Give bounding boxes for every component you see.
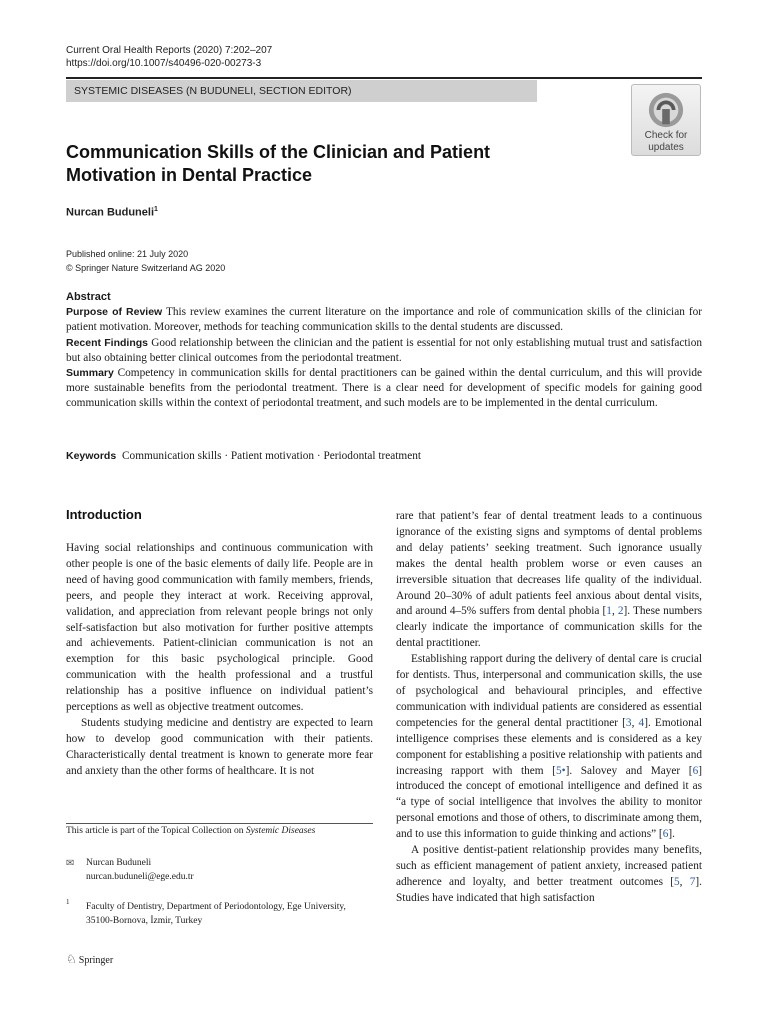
- citation-link[interactable]: 5: [674, 875, 680, 888]
- abstract-purpose: [66, 305, 702, 335]
- abstract-text: Competency in communication skills for dental practitioners can be gained within the dental curriculum, and this will provide more sustainable benefits from the periodontal treatment. There is a clear need for development of specific models for gaining good communication skills within the context of periodontal treatment, and such models are to be implemented in the dental curriculum.: [66, 367, 703, 410]
- text-run: ]. Studies have indicated that high satisfaction: [396, 875, 702, 904]
- title-line: Motivation in Dental Practice: [66, 165, 313, 185]
- corresponding-author: [86, 856, 194, 884]
- collection-name[interactable]: Systemic Diseases: [245, 826, 316, 836]
- author-text[interactable]: Nurcan Buduneli: [66, 206, 155, 219]
- title-line: Communication Skills of the Clinician and Patient: [66, 142, 491, 162]
- citation-link[interactable]: 3: [625, 716, 632, 729]
- check-for-updates-button[interactable]: [631, 84, 701, 156]
- check-updates-label: updates: [648, 142, 684, 153]
- text-run: ,: [611, 605, 618, 618]
- author-affiliation-mark: 1: [154, 206, 158, 213]
- keywords: [66, 450, 421, 462]
- paragraph: [396, 509, 702, 652]
- citation-link[interactable]: 5•: [555, 764, 566, 777]
- text-run: ]. Salovey and Mayer [: [565, 764, 693, 777]
- article-title: [66, 141, 506, 187]
- paragraph: Students studying medicine and dentistry are expected to learn how to develop good communication with their patients. Characteristically dental treatment is known to generate more fear and anxiety than the other forms of healthcare. It is not: [66, 716, 373, 777]
- text-run: ]. Emotional intelligence comprises these elements and is considered as a key component for establishing a positive relationship with patients and increasing rapport with them [: [396, 716, 702, 777]
- abstract-label: Recent Findings: [66, 336, 149, 349]
- footnote-rule: [66, 823, 373, 824]
- note-text: This article is part of the Topical Collection on: [66, 826, 246, 836]
- text-run: ].: [668, 828, 675, 841]
- text-run: ]. These numbers clearly indicate the importance of communication skills for the dental practitioner.: [396, 605, 702, 650]
- paragraph: [396, 652, 702, 843]
- contact-name: Nurcan Buduneli: [86, 858, 152, 868]
- abstract-label: Purpose of Review: [66, 306, 163, 319]
- abstract: [66, 290, 702, 412]
- citation-link[interactable]: 2: [617, 605, 624, 618]
- published-date: Published online: 21 July 2020: [66, 249, 189, 259]
- publisher-logo: [66, 952, 113, 967]
- text-run: Establishing rapport during the delivery of dental care is crucial for dentists. Thus, interpersonal and communication skills, the use of psychological and behavioural principles, and effective communication with individual patients are considered as essential competencies for the general dental practitioner [: [396, 653, 702, 729]
- copyright-notice: © Springer Nature Switzerland AG 2020: [66, 263, 226, 273]
- body-column-right: [396, 509, 702, 907]
- affiliation-number: 1: [66, 898, 70, 906]
- publisher-name: Springer: [78, 955, 114, 966]
- affiliation: [86, 900, 376, 928]
- crossmark-icon: [647, 91, 685, 129]
- citation-link[interactable]: 6: [662, 828, 669, 841]
- text-run: A positive dentist-patient relationship provides many benefits, such as efficient management of patient anxiety, increased patient adherence and loyalty, and better treatment outcomes [: [396, 844, 702, 888]
- abstract-findings: [66, 336, 702, 366]
- paragraph: Having social relationships and continuous communication with other people is one of the basic elements of daily life. People are in need of having good communication with family members, friends, peers, and people they interact at work. Receiving approval, validation, and appreciation from relevant people brings not only self-satisfaction but also motivation for further positive attempts and achievements. Patient-clinician communication is not an exemption for this basic psychological principle. Good communication with the health professional and a trustful relationship has a positive influence on individual patient’s perceptions as well as objective treatment outcomes.: [66, 542, 373, 714]
- abstract-text: Good relationship between the clinician and the patient is essential for not only establishing mutual trust and satisfaction but also obtaining better clinical outcomes from the periodontal treatment.: [66, 336, 702, 364]
- text-run: rare that patient’s fear of dental treatment leads to a continuous ignorance of the existing signs and symptoms of dental problems and delay patients’ seeking treatment. Such ignorance usually makes the dental health problem worse or even causes an irreversible situation that decreases life quality of the individual. Around 20–30% of adult patients feel anxious about dental visits, and around 4–5% suffers from dental phobia [: [396, 510, 702, 618]
- text-run: ,: [631, 716, 639, 729]
- topical-collection-note: [66, 826, 315, 836]
- doi-link[interactable]: https://doi.org/10.1007/s40496-020-00273-3: [66, 58, 262, 69]
- citation-link[interactable]: 1: [606, 605, 612, 618]
- affiliation-line: 35100-Bornova, İzmir, Turkey: [86, 916, 203, 926]
- text-run: ] introduced the concept of emotional intelligence and defined it as “a type of social intelligence that involves the ability to monitor personal emotions and those of others, to discriminate among them, and to use this information to guide thinking and actions” [: [396, 764, 702, 841]
- abstract-text: This review examines the current literature on the importance and role of communication skills of the clinician for patient motivation. Moreover, methods for teaching communication skills to the dental students are discussed.: [66, 306, 702, 334]
- springer-horse-icon: ♘: [66, 952, 77, 966]
- section-heading: Introduction: [66, 507, 142, 522]
- text-run: ,: [679, 875, 690, 888]
- section-banner: SYSTEMIC DISEASES (N BUDUNELI, SECTION EDITOR): [66, 80, 537, 102]
- envelope-icon: ✉: [66, 858, 75, 869]
- header-rule: [66, 77, 702, 79]
- publication-info: [66, 247, 225, 275]
- contact-email[interactable]: nurcan.buduneli@ege.edu.tr: [86, 872, 194, 882]
- author-name[interactable]: [66, 206, 158, 219]
- abstract-heading: Abstract: [66, 291, 111, 303]
- affiliation-line: Faculty of Dentistry, Department of Periodontology, Ege University,: [86, 902, 346, 912]
- keywords-label: Keywords: [66, 450, 117, 462]
- journal-citation-line: Current Oral Health Reports (2020) 7:202–207: [66, 45, 273, 56]
- journal-citation: [66, 44, 272, 70]
- check-updates-label: Check for: [644, 130, 688, 141]
- body-column-left: [66, 541, 373, 780]
- paragraph: [396, 843, 702, 907]
- abstract-summary: [66, 366, 702, 412]
- citation-link[interactable]: 7: [689, 875, 696, 888]
- abstract-label: Summary: [66, 367, 114, 380]
- keywords-text: Communication skills · Patient motivation · Periodontal treatment: [122, 450, 422, 462]
- citation-link[interactable]: 6: [692, 764, 699, 777]
- citation-link[interactable]: 4: [638, 716, 645, 729]
